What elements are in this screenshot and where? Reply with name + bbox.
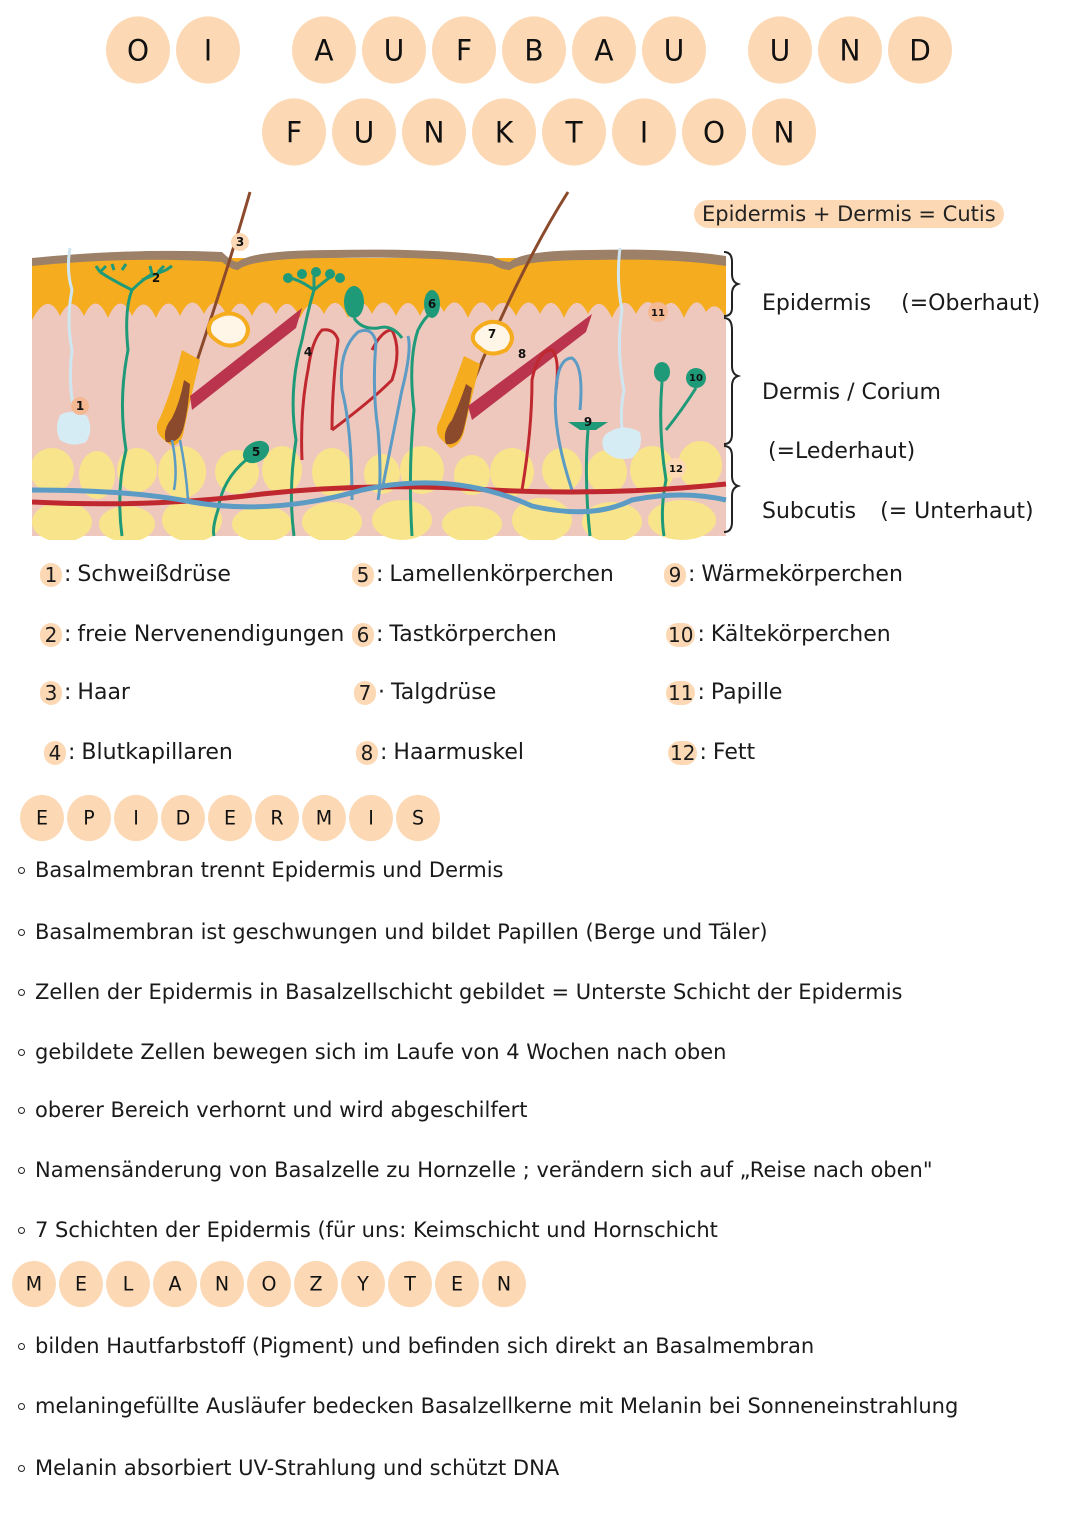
legend-label: Haar xyxy=(77,680,130,705)
heading-letter: L xyxy=(106,1261,150,1307)
heading-letter: D xyxy=(161,795,205,841)
legend-item: 9 : Wärmekörperchen xyxy=(664,562,903,587)
heading-letter: I xyxy=(349,795,393,841)
legend-item: 11 : Papille xyxy=(668,680,783,705)
marker-9: 9 xyxy=(583,415,593,429)
layer-alias: (= Unterhaut) xyxy=(880,499,1034,524)
legend-label: freie Nervenendigungen xyxy=(77,622,345,647)
title-letter: D xyxy=(888,16,952,83)
marker-2: 2 xyxy=(151,271,161,285)
heading-letter: S xyxy=(396,795,440,841)
legend-item: 7 · Talgdrüse xyxy=(354,680,496,705)
title-letter: O xyxy=(106,16,170,83)
title-letter: N xyxy=(752,98,816,165)
legend-number: 10 xyxy=(668,622,694,647)
bullet-item: Melanin absorbiert UV-Strahlung und schützt DNA xyxy=(18,1456,559,1480)
legend-item: 10 : Kältekörperchen xyxy=(668,622,891,647)
legend-label: Wärmekörperchen xyxy=(701,562,903,587)
legend-item: 3 : Haar xyxy=(40,680,130,705)
heading-letter: M xyxy=(12,1261,56,1307)
legend-label: Lamellenkörperchen xyxy=(389,562,614,587)
section-heading-epidermis xyxy=(20,796,443,840)
bullet-icon xyxy=(18,867,25,874)
bullet-icon xyxy=(18,1227,25,1234)
title-letter: I xyxy=(612,98,676,165)
legend-label: Papille xyxy=(710,680,783,705)
title-letter: U xyxy=(332,98,396,165)
legend-label: Tastkörperchen xyxy=(389,622,557,647)
layer-braces xyxy=(722,250,744,535)
legend-label: Fett xyxy=(712,740,756,765)
marker-8: 8 xyxy=(517,347,527,361)
bullet-icon xyxy=(18,1107,25,1114)
legend-number: 5 xyxy=(352,563,374,587)
layer-epidermis xyxy=(748,266,1040,316)
heading-letter: N xyxy=(482,1261,526,1307)
title-letter: N xyxy=(818,16,882,83)
legend-label: Schweißdrüse xyxy=(77,562,231,587)
legend-number: 12 xyxy=(670,740,696,765)
layer-dermis xyxy=(748,355,941,405)
title-letter: T xyxy=(542,98,606,165)
bullet-item: Zellen der Epidermis in Basalzellschicht gebildet = Unterste Schicht der Epidermis xyxy=(18,980,902,1004)
heading-letter: O xyxy=(247,1261,291,1307)
title-letter: F xyxy=(432,16,496,83)
legend-number: 3 xyxy=(40,681,62,705)
marker-4: 4 xyxy=(303,345,313,359)
layer-name: Epidermis xyxy=(762,291,872,316)
bullet-icon xyxy=(18,1403,25,1410)
heading-letter: I xyxy=(114,795,158,841)
bullet-icon xyxy=(18,1049,25,1056)
heading-letter: M xyxy=(302,795,346,841)
title-letter: U xyxy=(362,16,426,83)
heading-letter: E xyxy=(20,795,64,841)
legend-item: 5 : Lamellenkörperchen xyxy=(352,562,614,587)
heading-letter: R xyxy=(255,795,299,841)
bullet-item: Basalmembran ist geschwungen und bildet Papillen (Berge und Täler) xyxy=(18,920,768,944)
title-spacer xyxy=(246,16,286,83)
title-letter: F xyxy=(262,98,326,165)
heading-letter: E xyxy=(435,1261,479,1307)
bullet-icon xyxy=(18,1167,25,1174)
legend-number: 7 xyxy=(354,681,376,705)
legend-item: 12 : Fett xyxy=(670,740,756,765)
layer-subcutis xyxy=(748,474,1034,524)
legend-label: Haarmuskel xyxy=(393,740,525,765)
heading-letter: E xyxy=(59,1261,103,1307)
title-line-2 xyxy=(262,100,822,164)
bullet-item: Basalmembran trennt Epidermis und Dermis xyxy=(18,858,504,882)
title-letter: O xyxy=(682,98,746,165)
legend-number: 11 xyxy=(668,680,694,705)
bullet-item: gebildete Zellen bewegen sich im Laufe von 4 Wochen nach oben xyxy=(18,1040,726,1064)
layer-name: Dermis / Corium xyxy=(762,380,941,405)
heading-letter: P xyxy=(67,795,111,841)
title-letter: B xyxy=(502,16,566,83)
legend-label: Talgdrüse xyxy=(391,680,497,705)
title-letter: A xyxy=(572,16,636,83)
marker-11: 11 xyxy=(651,308,665,319)
legend-item: 8 : Haarmuskel xyxy=(356,740,524,765)
heading-letter: T xyxy=(388,1261,432,1307)
cutis-formula: Epidermis + Dermis = Cutis xyxy=(694,200,1004,228)
bullet-item: melaningefüllte Ausläufer bedecken Basalzellkerne mit Melanin bei Sonneneinstrahlung xyxy=(18,1394,958,1418)
bullet-icon xyxy=(18,1343,25,1350)
legend-item: 6 : Tastkörperchen xyxy=(352,622,557,647)
heading-letter: N xyxy=(200,1261,244,1307)
legend-item: 4 : Blutkapillaren xyxy=(44,740,233,765)
title-line-1 xyxy=(106,18,958,82)
bullet-icon xyxy=(18,929,25,936)
legend-label: Blutkapillaren xyxy=(81,740,233,765)
layer-alias: (=Lederhaut) xyxy=(768,439,916,464)
layer-dermis-alias xyxy=(754,414,915,464)
title-letter: N xyxy=(402,98,466,165)
bullet-item: bilden Hautfarbstoff (Pigment) und befinden sich direkt an Basalmembran xyxy=(18,1334,814,1358)
bullet-item: oberer Bereich verhornt und wird abgeschilfert xyxy=(18,1098,528,1122)
legend-number: 2 xyxy=(40,623,62,647)
section-heading-melanozyten xyxy=(12,1262,529,1306)
bullet-icon xyxy=(18,1465,25,1472)
legend-number: 8 xyxy=(356,741,378,765)
skin-cross-section-diagram xyxy=(32,190,732,540)
legend-number: 9 xyxy=(664,563,686,587)
legend-item: 2 : freie Nervenendigungen xyxy=(40,622,344,647)
legend-item: 1 : Schweißdrüse xyxy=(40,562,231,587)
bullet-icon xyxy=(18,989,25,996)
title-letter: U xyxy=(642,16,706,83)
title-letter: A xyxy=(292,16,356,83)
layer-alias: (=Oberhaut) xyxy=(901,291,1041,316)
bullet-item: Namensänderung von Basalzelle zu Hornzelle ; verändern sich auf „Reise nach oben" xyxy=(18,1158,933,1182)
marker-12: 12 xyxy=(669,464,683,475)
heading-letter: E xyxy=(208,795,252,841)
marker-7: 7 xyxy=(487,327,497,341)
heading-letter: A xyxy=(153,1261,197,1307)
heading-letter: Y xyxy=(341,1261,385,1307)
title-letter: I xyxy=(176,16,240,83)
legend-number: 4 xyxy=(44,741,66,765)
bullet-item: 7 Schichten der Epidermis (für uns: Keimschicht und Hornschicht xyxy=(18,1218,718,1242)
legend-number: 6 xyxy=(352,623,374,647)
layer-name: Subcutis xyxy=(762,499,857,524)
marker-6: 6 xyxy=(427,297,437,311)
legend-label: Kältekörperchen xyxy=(710,622,891,647)
marker-10: 10 xyxy=(689,373,703,384)
title-letter: K xyxy=(472,98,536,165)
marker-1: 1 xyxy=(75,399,85,413)
heading-letter: Z xyxy=(294,1261,338,1307)
title-letter: U xyxy=(748,16,812,83)
marker-5: 5 xyxy=(251,445,261,459)
marker-3: 3 xyxy=(235,235,245,249)
legend-number: 1 xyxy=(40,563,62,587)
title-spacer xyxy=(712,16,742,83)
